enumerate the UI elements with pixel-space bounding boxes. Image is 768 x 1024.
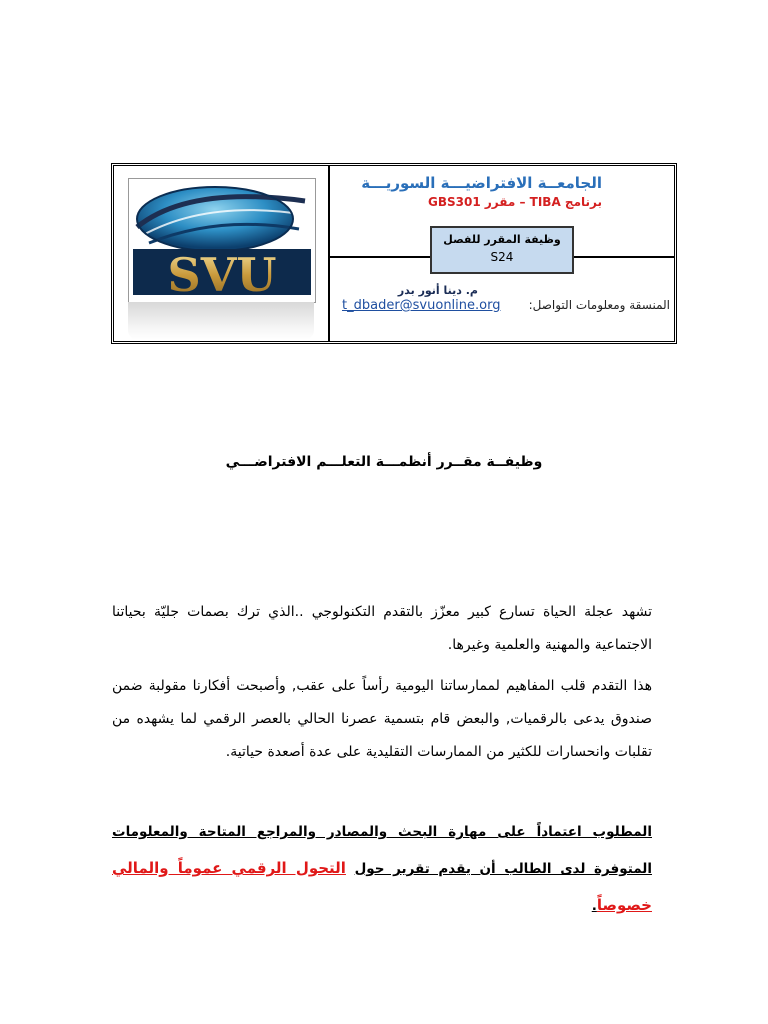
assignment-label: وظيفة المقرر للفصل: [443, 233, 561, 246]
logo-reflection: [128, 302, 314, 340]
assignment-box: [430, 226, 574, 274]
document-title: وظيفــة مقــرر أنظمـــة التعلـــم الافتراضـــي: [225, 454, 543, 470]
semester-code: S24: [490, 250, 514, 264]
logo-text: SVU: [167, 248, 277, 302]
requirement-end: .: [591, 898, 597, 914]
header-table: [111, 163, 677, 344]
svu-logo-graphic: [129, 179, 315, 302]
requirement-text: المطلوب اعتماداً على مهارة البحث والمصادر والمراجع المتاحة والمعلومات المتوفرة لدى الطالب أن يقدم تقرير حول: [112, 824, 652, 877]
paragraph-context: هذا التقدم قلب المفاهيم لممارساتنا اليومية رأساً على عقب, وأصبحت أفكارنا مقولبة ضمن صندوق يدعى بالرقميات, والبعض قام بتسمية عصرنا الحالي بالعصر الرقمي لما يشهده من تقلبات وانحسارات للكثير من الممارسات التقليدية على عدة أصعدة حياتية.: [112, 678, 652, 760]
svu-logo: [128, 178, 316, 303]
email-link[interactable]: t_dbader@svuonline.org: [342, 298, 501, 313]
university-name: الجامعــة الافتراضيـــة السوريـــة: [361, 174, 602, 192]
contact-label: المنسقة ومعلومات التواصل:: [528, 298, 670, 312]
info-cell: [330, 166, 674, 341]
instructor-name: م. دينا أنور بدر: [397, 284, 478, 297]
requirement-highlight: التحول الرقمي عموماً والمالي خصوصاً: [112, 859, 652, 914]
logo-cell: [114, 166, 330, 341]
paragraph-intro: تشهد عجلة الحياة تسارع كبير معزّز بالتقدم التكنولوجي ..الذي ترك بصمات جليّة بحياتنا الاجتماعية والمهنية والعلمية وغيرها.: [112, 604, 652, 653]
requirement-paragraph: [112, 814, 652, 924]
program-line: برنامج TIBA – مقرر GBS301: [427, 195, 602, 209]
